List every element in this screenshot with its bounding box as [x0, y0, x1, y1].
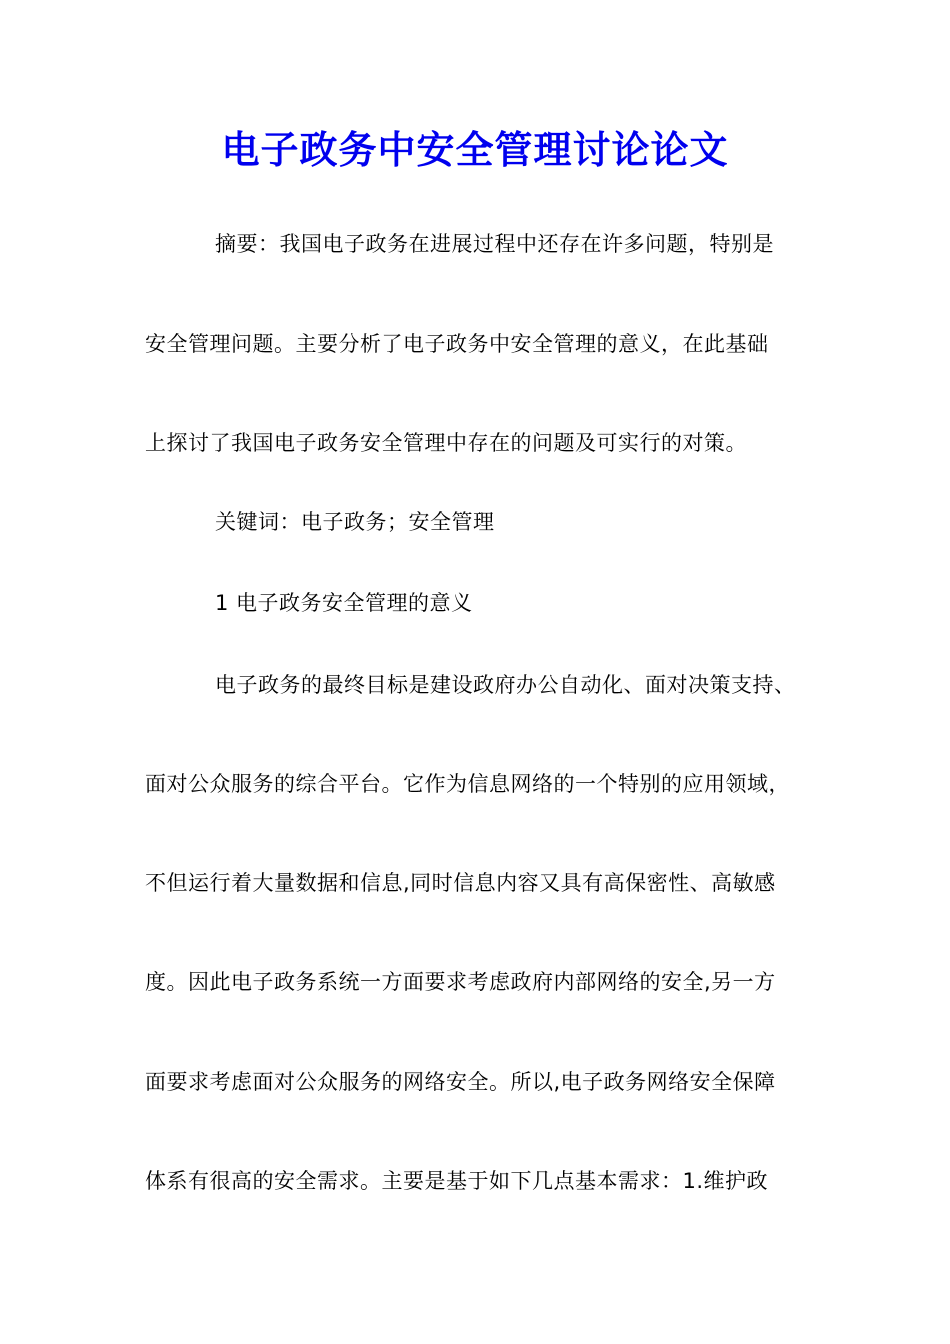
- body-line-1: 电子政务的最终目标是建设政府办公自动化、面对决策支持、: [215, 673, 796, 697]
- section-heading-1: 1 电子政务安全管理的意义: [215, 591, 473, 615]
- abstract-line-3: 上探讨了我国电子政务安全管理中存在的问题及可实行的对策。: [145, 431, 747, 455]
- body-line-2: 面对公众服务的综合平台。它作为信息网络的一个特别的应用领域，: [145, 772, 790, 796]
- body-line-3: 不但运行着大量数据和信息,同时信息内容又具有高保密性、高敏感: [145, 871, 776, 895]
- document-title: 电子政务中安全管理讨论论文: [221, 127, 729, 172]
- abstract-line-1: 摘要：我国电子政务在进展过程中还存在许多问题，特别是: [215, 232, 774, 256]
- body-line-4: 度。因此电子政务系统一方面要求考虑政府内部网络的安全,另一方: [145, 970, 776, 994]
- keywords-line: 关键词：电子政务；安全管理: [215, 510, 495, 534]
- body-line-6: 体系有很高的安全需求。主要是基于如下几点基本需求：1.维护政: [145, 1169, 769, 1193]
- body-line-5: 面要求考虑面对公众服务的网络安全。所以,电子政务网络安全保障: [145, 1070, 776, 1094]
- abstract-line-2: 安全管理问题。主要分析了电子政务中安全管理的意义，在此基础: [145, 332, 769, 356]
